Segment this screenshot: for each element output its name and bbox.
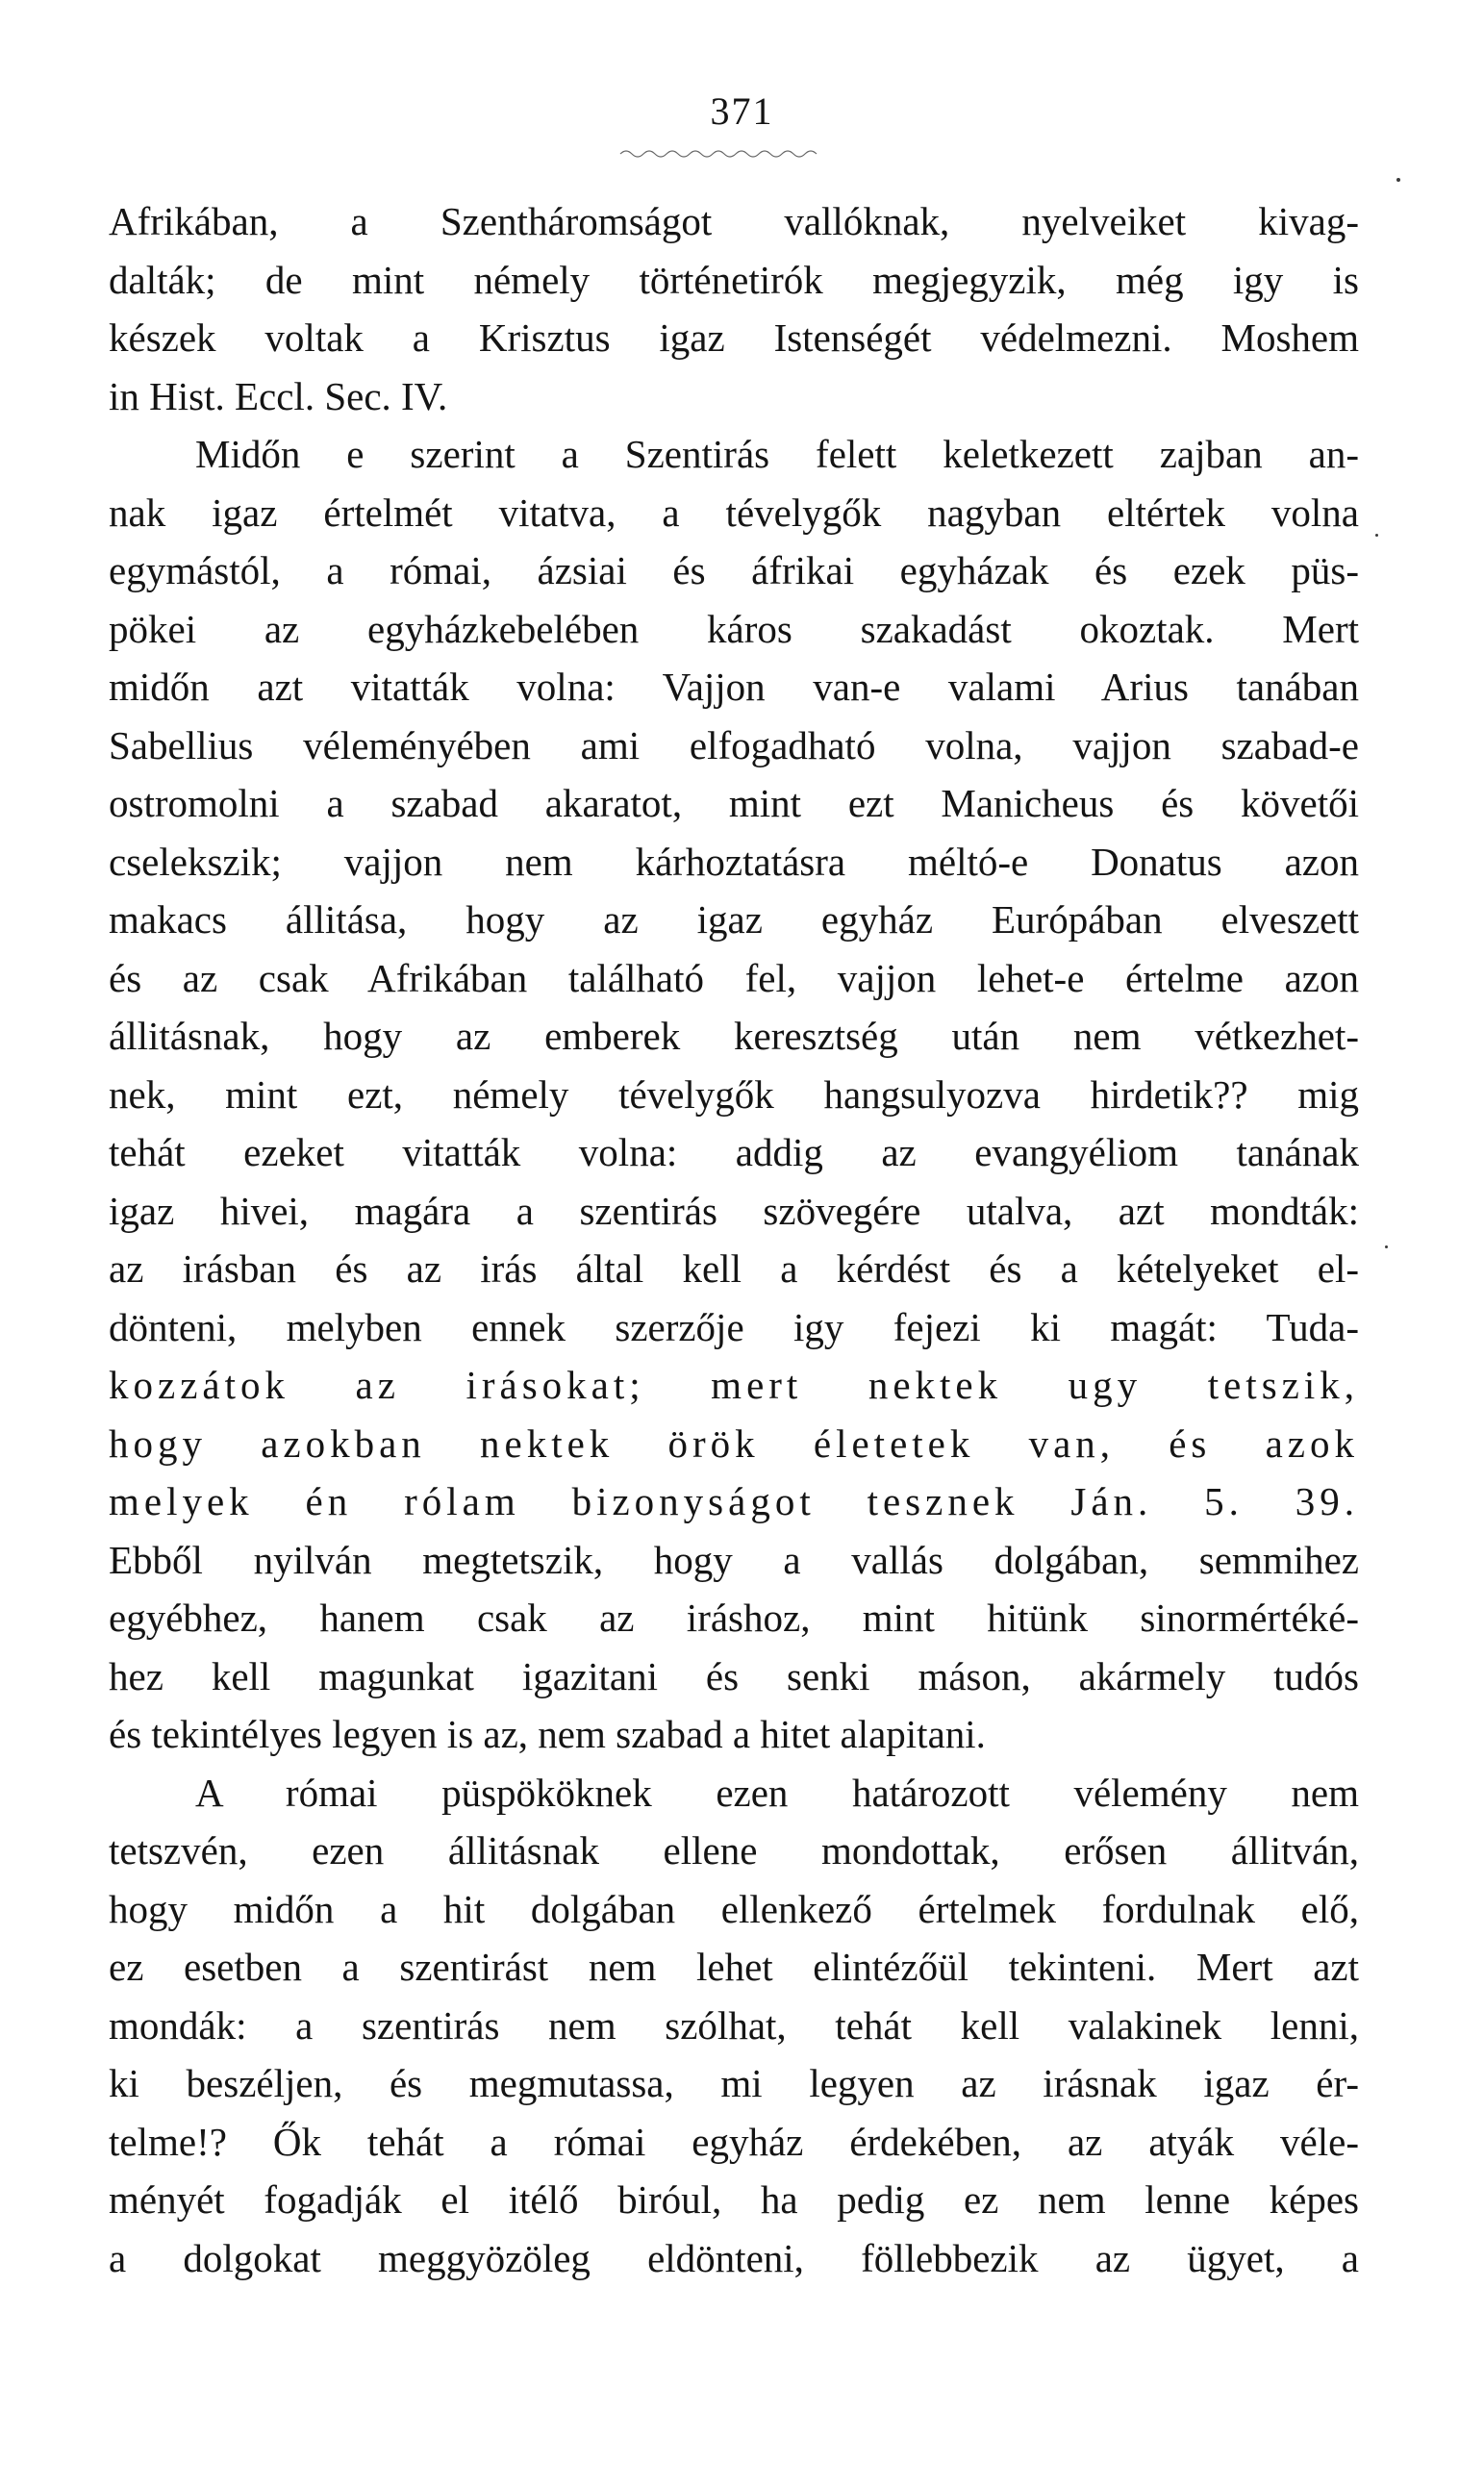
print-speck [1385, 1245, 1388, 1248]
text-line: állitásnak, hogy az emberek keresztség után nem vétkezhet- [109, 1014, 1359, 1058]
text-line: tehát ezeket vitatták volna: addig az evangyéliom tanának [109, 1130, 1359, 1174]
text-line-emphasis: kozzátok az irásokat; mert nektek ugy tetszik, [109, 1363, 1359, 1407]
text-line: dalták; de mint némely történetirók megjegyzik, még igy is [109, 257, 1359, 302]
text-line: mondák: a szentirás nem szólhat, tehát kell valakinek lenni, [109, 2002, 1359, 2048]
print-speck [1396, 178, 1400, 182]
text-line: Ebből nyilván megtetszik, hogy a vallás dolgában, semmihez [109, 1537, 1359, 1582]
text-line: a dolgokat meggyözöleg eldönteni, föllebbezik az ügyet, a [109, 2235, 1359, 2280]
text-line: egyébhez, hanem csak az iráshoz, mint hitünk sinormértéké- [109, 1596, 1359, 1640]
page-number [0, 88, 1484, 134]
text-line: készek voltak a Krisztus igaz Istenségét védelmezni. Moshem [109, 315, 1359, 360]
text-line: nak igaz értelmét vitatva, a tévelygők nagyban eltértek volna [109, 490, 1359, 535]
text-line: makacs állitása, hogy az igaz egyház Európában elveszett [109, 897, 1359, 942]
text-line: és tekintélyes legyen is az, nem szabad a hitet alapitani. [109, 1712, 986, 1756]
text-line: tetszvén, ezen állitásnak ellene mondottak, erősen állitván, [109, 1828, 1359, 1873]
text-line: A római püspököknek ezen határozott vélemény nem [195, 1770, 1359, 1815]
text-line-emphasis: melyek én rólam bizonyságot tesznek Ján. 5. 39. [109, 1479, 1359, 1523]
page-number-text: 371 [710, 89, 774, 133]
ornament-squiggle [616, 146, 846, 160]
body-text [109, 192, 1359, 2287]
text-line: igaz hivei, magára a szentirás szövegére utalva, azt mondták: [109, 1188, 1359, 1233]
text-line: dönteni, melyben ennek szerzője igy fejezi ki magát: Tuda- [109, 1304, 1359, 1349]
text-line: egymástól, a római, ázsiai és áfrikai egyházak és ezek püs- [109, 548, 1359, 592]
text-line-emphasis: hogy azokban nektek örök életetek van, és azok [109, 1420, 1359, 1466]
text-line: nek, mint ezt, némely tévelygők hangsulyozva hirdetik?? mig [109, 1071, 1359, 1117]
text-line: hez kell magunkat igazitani és senki máson, akármely tudós [109, 1653, 1359, 1698]
text-line: Afrikában, a Szentháromságot vallóknak, nyelveiket kivag- [109, 199, 1359, 243]
text-line: ményét fogadják el itélő biróul, ha pedig ez nem lenne képes [109, 2177, 1359, 2222]
text-line: midőn azt vitatták volna: Vajjon van-e valami Arius tanában [109, 665, 1359, 709]
text-line: az irásban és az irás által kell a kérdést és a kételyeket el- [109, 1246, 1359, 1291]
text-line: telme!? Ők tehát a római egyház érdekében, az atyák véle- [109, 2119, 1359, 2164]
text-line: és az csak Afrikában található fel, vajjon lehet-e értelme azon [109, 955, 1359, 1000]
text-line: Sabellius véleményében ami elfogadható volna, vajjon szabad-e [109, 722, 1359, 767]
text-line: hogy midőn a hit dolgában ellenkező értelmek fordulnak elő, [109, 1886, 1359, 1931]
print-speck [1375, 534, 1378, 537]
text-line: pökei az egyházkebelében káros szakadást okoztak. Mert [109, 606, 1359, 651]
text-line: ez esetben a szentirást nem lehet elintézőül tekinteni. Mert azt [109, 1945, 1359, 1989]
text-line: ki beszéljen, és megmutassa, mi legyen az irásnak igaz ér- [109, 2061, 1359, 2105]
text-line: cselekszik; vajjon nem kárhoztatásra méltó-e Donatus azon [109, 839, 1359, 884]
text-line: Midőn e szerint a Szentirás felett keletkezett zajban an- [195, 432, 1359, 476]
text-line: in Hist. Eccl. Sec. IV. [109, 373, 448, 418]
text-line: ostromolni a szabad akaratot, mint ezt Manicheus és követői [109, 781, 1359, 825]
